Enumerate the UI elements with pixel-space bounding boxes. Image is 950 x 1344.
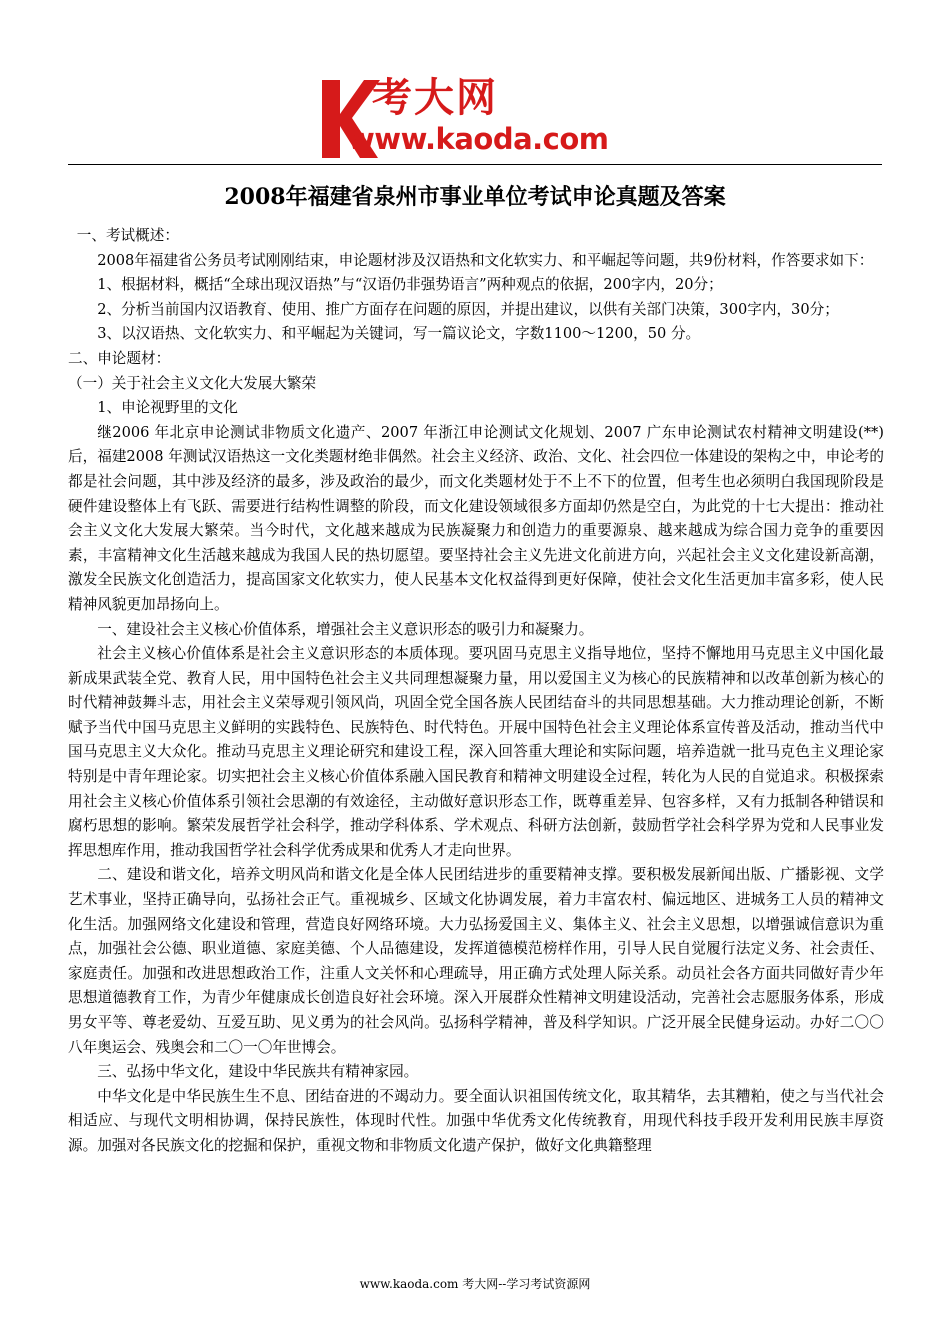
logo-chinese-name: 考大网 — [372, 75, 498, 121]
paragraph: 社会主义核心价值体系是社会主义意识形态的本质体现。要巩固马克思主义指导地位，坚持不懈地用马克思主义中国化最新成果武装全党、教育人民，用中国特色社会主义共同理想凝聚力量，用以爱国主义为核心的民族精神和以改革创新为核心的时代精神鼓舞斗志，用社会主义荣辱观引领风尚，巩固全党全国各族人民团结奋斗的共同思想基础。大力推动理论创新，不断赋予当代中国马克思主义鲜明的实践特色、民族特色、时代特色。开展中国特色社会主义理论体系宣传普及活动，推动当代中国马克思主义大众化。推动马克思主义理论研究和建设工程，深入回答重大理论和实际问题，培养造就一批马克色主义理论家特别是中青年理论家。切实把社会主义核心价值体系融入国民教育和精神文明建设全过程，转化为人民的自觉追求。积极探索用社会主义核心价值体系引领社会思潮的有效途径，主动做好意识形态工作，既尊重差异、包容多样，又有力抵制各种错误和腐朽思想的影响。繁荣发展哲学社会科学，推动学科体系、学术观点、科研方法创新，鼓励哲学社会科学界为党和人民事业发挥思想库作用，推动我国哲学社会科学优秀成果和优秀人才走向世界。 — [68, 645, 884, 859]
paragraph: 三、弘扬中华文化，建设中华民族共有精神家园。 — [97, 1063, 419, 1081]
header-divider — [68, 164, 882, 165]
document-body — [68, 224, 884, 1159]
site-logo — [320, 76, 660, 162]
paragraph: 2008年福建省公务员考试刚刚结束，申论题材涉及汉语热和文化软实力、和平崛起等问题，共9份材料，作答要求如下： — [97, 251, 874, 269]
paragraph: （一）关于社会主义文化大发展大繁荣 — [68, 374, 317, 392]
document-title: 2008年福建省泉州市事业单位考试申论真题及答案 — [224, 184, 726, 210]
paragraph: 二、申论题材： — [68, 349, 171, 367]
paragraph: 二、建设和谐文化，培养文明风尚和谐文化是全体人民团结进步的重要精神支撑。要积极发展新闻出版、广播影视、文学艺术事业，坚持正确导向，弘扬社会正气。重视城乡、区域文化协调发展，着力丰富农村、偏远地区、进城务工人员的精神文化生活。加强网络文化建设和管理，营造良好网络环境。大力弘扬爱国主义、集体主义、社会主义思想，以增强诚信意识为重点，加强社会公德、职业道德、家庭美德、个人品德建设，发挥道德模范榜样作用，引导人民自觉履行法定义务、社会责任、家庭责任。加强和改进思想政治工作，注重人文关怀和心理疏导，用正确方式处理人际关系。动员社会各方面共同做好青少年思想道德教育工作，为青少年健康成长创造良好社会环境。深入开展群众性精神文明建设活动，完善社会志愿服务体系，形成男女平等、尊老爱幼、互爱互助、见义勇为的社会风尚。弘扬科学精神，普及科学知识。广泛开展全民健身运动。办好二〇〇八年奥运会、残奥会和二〇一〇年世博会。 — [68, 866, 884, 1056]
paragraph: 1、根据材料，概括“全球出现汉语热”与“汉语仍非强势语言”两种观点的依据，200字内，20分； — [97, 276, 723, 294]
page-footer: www.kaoda.com 考大网--学习考试资源网 — [359, 1277, 591, 1291]
paragraph: 继2006 年北京申论测试非物质文化遗产、2007 年浙江申论测试文化规划、2007 广东申论测试农村精神文明建设(**)后，福建2008 年测试汉语热这一文化类题材绝非偶然。社会主义经济、政治、文化、社会四位一体建设的架构之中，申论考的都是社会问题，其中涉及经济的最多，涉及政治的最少，而文化类题材处于不上不下的位置，但考生也必须明白我国现阶段是硬件建设整体上有飞跃、需要进行结构性调整的阶段，而文化建设领域很多方面却仍然是空白，为此党的十七大提出：推动社会主义文化大发展大繁荣。当今时代，文化越来越成为民族凝聚力和创造力的重要源泉、越来越成为综合国力竞争的重要因素，丰富精神文化生活越来越成为我国人民的热切愿望。要坚持社会主义先进文化前进方向，兴起社会主义文化建设新高潮，激发全民族文化创造活力，提高国家文化软实力，使人民基本文化权益得到更好保障，使社会文化生活更加丰富多彩，使人民精神风貌更加昂扬向上。 — [68, 423, 884, 613]
paragraph: 2、分析当前国内汉语教育、使用、推广方面存在问题的原因，并提出建议，以供有关部门决策，300字内，30分； — [97, 300, 839, 318]
paragraph: 3、以汉语热、文化软实力、和平崛起为关键词，写一篇议论文，字数1100～1200，50 分。 — [97, 325, 701, 343]
paragraph: 1、申论视野里的文化 — [97, 399, 238, 417]
paragraph: 一、考试概述： — [76, 227, 179, 244]
logo-url: www.kaoda.com — [348, 122, 609, 156]
paragraph: 一、建设社会主义核心价值体系，增强社会主义意识形态的吸引力和凝聚力。 — [97, 620, 594, 638]
paragraph: 中华文化是中华民族生生不息、团结奋进的不竭动力。要全面认识祖国传统文化，取其精华，去其糟粕，使之与当代社会相适应、与现代文明相协调，保持民族性，体现时代性。加强中华优秀文化传统教育，用现代科技手段开发利用民族丰厚资源。加强对各民族文化的挖掘和保护，重视文物和非物质文化遗产保护，做好文化典籍整理 — [68, 1087, 884, 1154]
